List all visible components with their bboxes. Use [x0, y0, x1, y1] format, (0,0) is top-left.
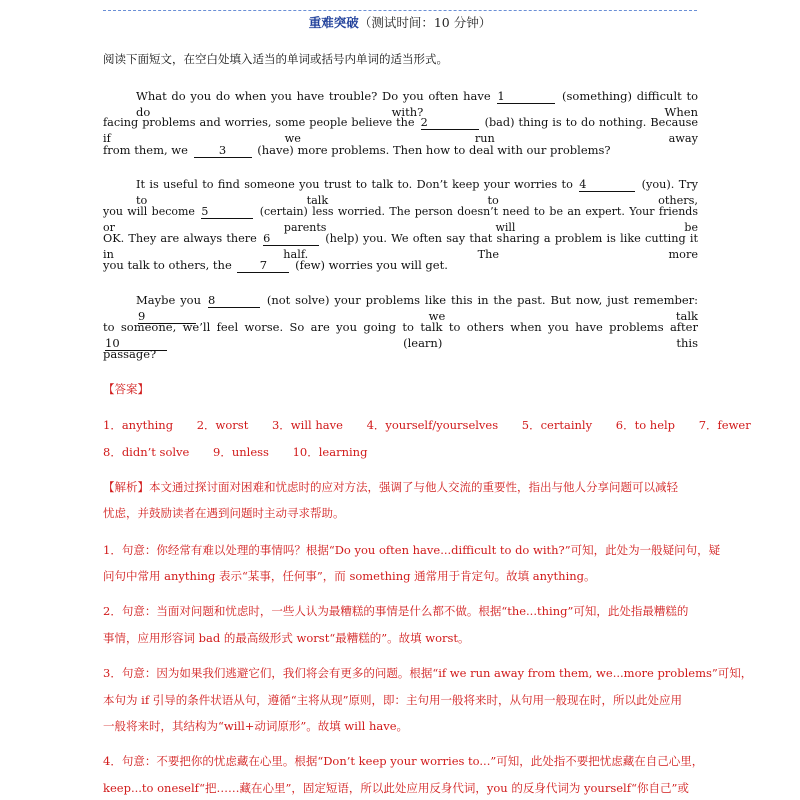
- answer-item: 3．will have: [271, 418, 343, 432]
- explanation-4-line: 4．句意：不要把你的忧虑藏在心里。根据“Don’t keep your worries to...”可知，此处指不要把忧虑藏在自己心里，: [103, 754, 704, 768]
- passage-line: Maybe you 8 (not solve) your problems like this in the past. But now, just remember: 9 we talk: [136, 293, 699, 323]
- answer-item: 2．worst: [196, 418, 249, 432]
- answer-item: 10．learning: [292, 445, 368, 459]
- blank-1[interactable]: 1: [497, 90, 555, 104]
- answer-item: 6．to help: [615, 418, 676, 432]
- blank-2[interactable]: 2: [421, 116, 479, 130]
- passage-line: passage?: [103, 347, 157, 361]
- instruction: 阅读下面短文，在空白处填入适当的单词或括号内单词的适当形式。: [103, 52, 448, 66]
- blank-3[interactable]: 3: [194, 144, 252, 158]
- answers-row-1: [103, 417, 751, 433]
- blank-9[interactable]: 9: [138, 310, 196, 324]
- answer-item: 5．certainly: [521, 418, 593, 432]
- passage-line: What do you do when you have trouble? Do you often have 1 (something) difficult to do with? When: [136, 89, 699, 119]
- passage-line: you talk to others, the 7 (few) worries you will get.: [103, 258, 448, 272]
- answer-item: 4．yourself/yourselves: [366, 418, 499, 432]
- answer-item: 9．unless: [213, 445, 269, 459]
- passage-line: OK. They are always there 6 (help) you. We often say that sharing a problem is like cutting it in half. The more: [103, 232, 699, 261]
- answer-heading: 【答案】: [103, 382, 149, 396]
- passage-line: you will become 5 (certain) less worried. The person doesn’t need to be an expert. Your friends or parents will be: [103, 205, 698, 234]
- answer-item: 7．fewer: [698, 418, 751, 432]
- explanation-1-line: 1．句意：你经常有难以处理的事情吗？根据“Do you often have...difficult to do with?”可知，此处为一般疑问句，疑: [103, 543, 721, 557]
- explanation-3-line: 本句为 if 引导的条件状语从句，遵循“主将从现”原则，即：主句用一般将来时，从句用一般现在时，所以此处应用: [103, 693, 682, 707]
- section-title: [0, 14, 800, 32]
- blank-10[interactable]: 10: [105, 337, 167, 351]
- explanation-2-line: 2．句意：当面对问题和忧虑时，一些人认为最糟糕的事情是什么都不做。根据“the...thing”可知，此处指最糟糕的: [103, 604, 689, 618]
- blank-8[interactable]: 8: [208, 294, 260, 308]
- answer-item: 8．didn’t solve: [103, 445, 190, 459]
- answer-item: 1．anything: [103, 418, 174, 432]
- explanation-1-line: 问句中常用 anything 表示“某事，任何事”，而 something 通常用于肯定句。故填 anything。: [103, 569, 596, 583]
- blank-5[interactable]: 5: [201, 205, 253, 219]
- blank-7[interactable]: 7: [237, 259, 289, 273]
- passage-line: facing problems and worries, some people believe the 2 (bad) thing is to do nothing. Because if we run away: [103, 116, 699, 145]
- blank-4[interactable]: 4: [579, 178, 635, 192]
- blank-6[interactable]: 6: [263, 232, 319, 246]
- explanation-3-line: 3．句意：因为如果我们逃避它们，我们将会有更多的问题。根据“if we run away from them, we...more problems”可知，: [103, 666, 753, 680]
- analysis-intro-line: 忧虑，并鼓励读者在遇到问题时主动寻求帮助。: [103, 506, 345, 520]
- explanation-2-line: 事情，应用形容词 bad 的最高级形式 worst“最糟糕的”。故填 worst。: [103, 631, 470, 645]
- explanation-3-line: 一般将来时，其结构为“will+动词原形”。故填 will have。: [103, 719, 409, 733]
- title-main: 重难突破: [308, 15, 359, 30]
- passage-line: It is useful to find someone you trust to talk to. Don’t keep your worries to 4 (you). Try to talk to others,: [136, 178, 699, 207]
- explanation-4-line: keep...to oneself“把……藏在心里”，固定短语，所以此处应用反身代词，you 的反身代词为 yourself“你自己”或: [103, 781, 689, 795]
- title-subtitle: （测试时间：10 分钟）: [358, 15, 492, 30]
- answers-row-2: [103, 444, 367, 460]
- top-dashed-rule: [103, 10, 697, 11]
- passage-line: to someone, we’ll feel worse. So are you going to talk to others when you have problems after 10 (learn) this: [103, 320, 699, 350]
- passage-line: from them, we 3 (have) more problems. Then how to deal with our problems?: [103, 143, 611, 157]
- analysis-intro-line: 【解析】本文通过探讨面对困难和忧虑时的应对方法，强调了与他人交流的重要性，指出与他人分享问题可以减轻: [103, 480, 678, 494]
